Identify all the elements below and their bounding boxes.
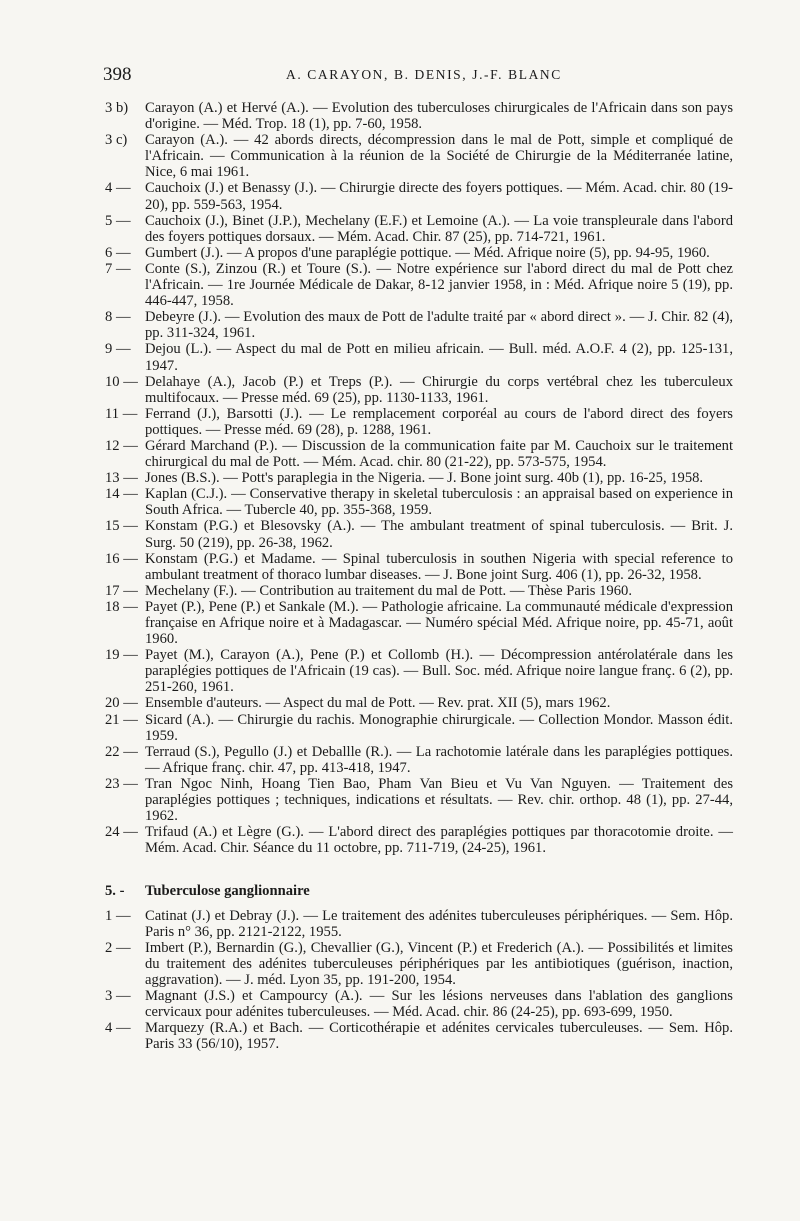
reference-text: Cauchoix (J.), Binet (J.P.), Mechelany (E.F.) et Lemoine (A.). — La voie transpleurale dans l'abord des foyers pottiques dorsaux. — Mém. Acad. Chir. 87 (25), pp. 714-721, 1961. [145, 212, 733, 245]
section-number: 5. - [105, 883, 125, 900]
reference-item [105, 647, 733, 695]
reference-number: 20 — [105, 695, 138, 712]
reference-number: 7 — [105, 260, 131, 277]
reference-item [105, 374, 733, 406]
reference-item [105, 940, 733, 988]
reference-number: 4 — [105, 1020, 131, 1037]
reference-number: 17 — [105, 582, 138, 599]
reference-number: 3 — [105, 987, 131, 1004]
reference-item [105, 744, 733, 776]
reference-text: Jones (B.S.). — Pott's paraplegia in the Nigeria. — J. Bone joint surg. 40b (1), pp. 16-25, 1958. [145, 470, 704, 487]
reference-text: Gumbert (J.). — A propos d'une paraplégie pottique. — Méd. Afrique noire (5), pp. 94-95, 1960. [145, 244, 710, 261]
reference-text: Imbert (P.), Bernardin (G.), Chevallier (G.), Vincent (P.) et Frederich (A.). — Possibilités et limites du traitement des adénites tuberculeuses périphériques par les antibiotiques (guérison, inaction, aggravation). — J. méd. Lyon 35, pp. 191-200, 1954. [145, 939, 733, 988]
reference-item [105, 583, 733, 599]
reference-text: Carayon (A.). — 42 abords directs, décompression dans le mal de Pott, simple et compliqué de l'Africain. — Communication à la réunion de la Société de Chirurgie de la Méditerranée latine, Nice, 6 mai 1961. [145, 132, 733, 181]
reference-item [105, 213, 733, 245]
reference-item [105, 309, 733, 341]
reference-number: 21 — [105, 711, 138, 728]
reference-text: Kaplan (C.J.). — Conservative therapy in skeletal tuberculosis : an appraisal based on experience in South Africa. — Tubercle 40, pp. 355-368, 1959. [145, 486, 733, 519]
reference-text: Carayon (A.) et Hervé (A.). — Evolution des tuberculoses chirurgicales de l'Africain dans son pays d'origine. — Méd. Trop. 18 (1), pp. 7-60, 1958. [145, 100, 733, 133]
reference-number: 11 — [105, 405, 138, 422]
reference-text: Magnant (J.S.) et Campourcy (A.). — Sur les lésions nerveuses dans l'ablation des ganglions cervicaux pour adénites tuberculeuses. — Méd. Acad. chir. 86 (24-25), pp. 693-699, 1950. [145, 987, 733, 1021]
reference-text: Cauchoix (J.) et Benassy (J.). — Chirurgie directe des foyers pottiques. — Mém. Acad. chir. 80 (19-20), pp. 559-563, 1954. [145, 180, 733, 213]
page-header [103, 64, 723, 86]
reference-number: 23 — [105, 775, 138, 792]
reference-text: Sicard (A.). — Chirurgie du rachis. Monographie chirurgicale. — Collection Mondor. Masson édit. 1959. [145, 711, 733, 744]
section-title: Tuberculose ganglionnaire [145, 883, 310, 900]
reference-text: Payet (P.), Pene (P.) et Sankale (M.). — Pathologie africaine. La communauté médicale d'expression française en Afrique noire et à Madagascar. — Numéro spécial Méd. Afrique noire, pp. 45-71, août 1960. [145, 598, 733, 648]
reference-item [105, 180, 733, 212]
reference-number: 24 — [105, 824, 138, 841]
reference-text: Debeyre (J.). — Evolution des maux de Pott de l'adulte traité par « abord direct ». — J. Chir. 82 (4), pp. 311-324, 1961. [145, 309, 733, 342]
reference-number: 5 — [105, 212, 131, 229]
reference-text: Trifaud (A.) et Lègre (G.). — L'abord direct des paraplégies pottiques par thoracotomie droite. — Mém. Acad. Chir. Séance du 11 octobre, pp. 711-719, (24-25), 1961. [145, 824, 733, 857]
reference-item [105, 824, 733, 856]
reference-number: 12 — [105, 437, 138, 454]
reference-item [105, 486, 733, 518]
reference-item [105, 406, 733, 438]
reference-item [105, 1020, 733, 1052]
reference-text: Payet (M.), Carayon (A.), Pene (P.) et Collomb (H.). — Décompression antérolatérale dans les paraplégies pottiques de l'Africain (19 cas). — Bull. Soc. méd. Afrique noire langue franç. 6 (2), pp. 251-260, 1961. [145, 647, 733, 696]
reference-text: Konstam (P.G.) et Blesovsky (A.). — The ambulant treatment of spinal tuberculosis. — Brit. J. Surg. 50 (219), pp. 26-38, 1962. [145, 518, 733, 551]
reference-text: Conte (S.), Zinzou (R.) et Toure (S.). — Notre expérience sur l'abord direct du mal de Pott chez l'Africain. — 1re Journée Médicale de Dakar, 8-12 janvier 1958, in : Méd. Afrique noire 5 (19), pp. 446-447, 1958. [145, 260, 733, 310]
reference-item [105, 908, 733, 940]
reference-number: 18 — [105, 598, 138, 615]
reference-item [105, 341, 733, 373]
reference-text: Delahaye (A.), Jacob (P.) et Treps (P.). — Chirurgie du corps vertébral chez les tuberculeux multifocaux. — Presse méd. 69 (25), pp. 1130-1133, 1961. [145, 373, 733, 406]
reference-number: 3 b) [105, 100, 129, 116]
reference-text: Konstam (P.G.) et Madame. — Spinal tuberculosis in southen Nigeria with special reference to ambulant treatment of thoraco lumbar diseases. — J. Bone joint Surg. 406 (1), pp. 26-32, 1958. [145, 550, 733, 583]
reference-number: 19 — [105, 647, 138, 664]
reference-text: Ensemble d'auteurs. — Aspect du mal de Pott. — Rev. prat. XII (5), mars 1962. [145, 695, 611, 712]
reference-number: 6 — [105, 244, 131, 261]
reference-item [105, 551, 733, 583]
reference-number: 22 — [105, 743, 138, 760]
reference-text: Tran Ngoc Ninh, Hoang Tien Bao, Pham Van Bieu et Vu Van Nguyen. — Traitement des paraplégies pottiques ; techniques, indications et résultats. — Rev. chir. orthop. 48 (1), pp. 27-44, 1962. [145, 775, 733, 825]
reference-item [105, 470, 733, 486]
reference-number: 13 — [105, 470, 138, 487]
reference-item [105, 245, 733, 261]
reference-number: 15 — [105, 518, 138, 535]
reference-item [105, 776, 733, 824]
reference-number: 1 — [105, 907, 131, 924]
reference-text: Dejou (L.). — Aspect du mal de Pott en milieu africain. — Bull. méd. A.O.F. 4 (2), pp. 125-131, 1947. [145, 341, 733, 374]
reference-item [105, 518, 733, 550]
reference-item [105, 438, 733, 470]
reference-item [105, 988, 733, 1020]
reference-number: 9 — [105, 341, 131, 358]
reference-item [105, 100, 733, 132]
reference-number: 4 — [105, 180, 131, 197]
reference-number: 16 — [105, 550, 138, 567]
reference-number: 2 — [105, 939, 131, 956]
reference-text: Ferrand (J.), Barsotti (J.). — Le remplacement corporéal au cours de l'abord direct des foyers pottiques. — Presse méd. 69 (28), p. 1288, 1961. [145, 405, 733, 438]
reference-text: Mechelany (F.). — Contribution au traitement du mal de Pott. — Thèse Paris 1960. [145, 582, 632, 599]
section-heading [105, 883, 733, 899]
reference-item [105, 695, 733, 711]
page-number: 398 [103, 64, 132, 85]
reference-number: 3 c) [105, 132, 128, 149]
reference-item [105, 261, 733, 309]
reference-list [105, 100, 733, 1052]
reference-text: Gérard Marchand (P.). — Discussion de la communication faite par M. Cauchoix sur le traitement chirurgical du mal de Pott. — Mém. Acad. chir. 80 (21-22), pp. 573-575, 1954. [145, 437, 733, 471]
reference-number: 10 — [105, 373, 138, 390]
running-head: A. CARAYON, B. DENIS, J.-F. BLANC [286, 67, 562, 82]
reference-text: Marquezy (R.A.) et Bach. — Corticothérapie et adénites cervicales tuberculeuses. — Sem. Hôp. Paris 33 (56/10), 1957. [145, 1020, 733, 1053]
reference-item [105, 712, 733, 744]
reference-item [105, 132, 733, 180]
reference-text: Terraud (S.), Pegullo (J.) et Deballle (R.). — La rachotomie latérale dans les paraplégies pottiques. — Afrique franç. chir. 47, pp. 413-418, 1947. [145, 743, 733, 776]
reference-text: Catinat (J.) et Debray (J.). — Le traitement des adénites tuberculeuses périphériques. — Sem. Hôp. Paris n° 36, pp. 2121-2122, 1955. [145, 907, 733, 940]
reference-number: 8 — [105, 309, 131, 326]
reference-item [105, 599, 733, 647]
reference-number: 14 — [105, 486, 138, 503]
